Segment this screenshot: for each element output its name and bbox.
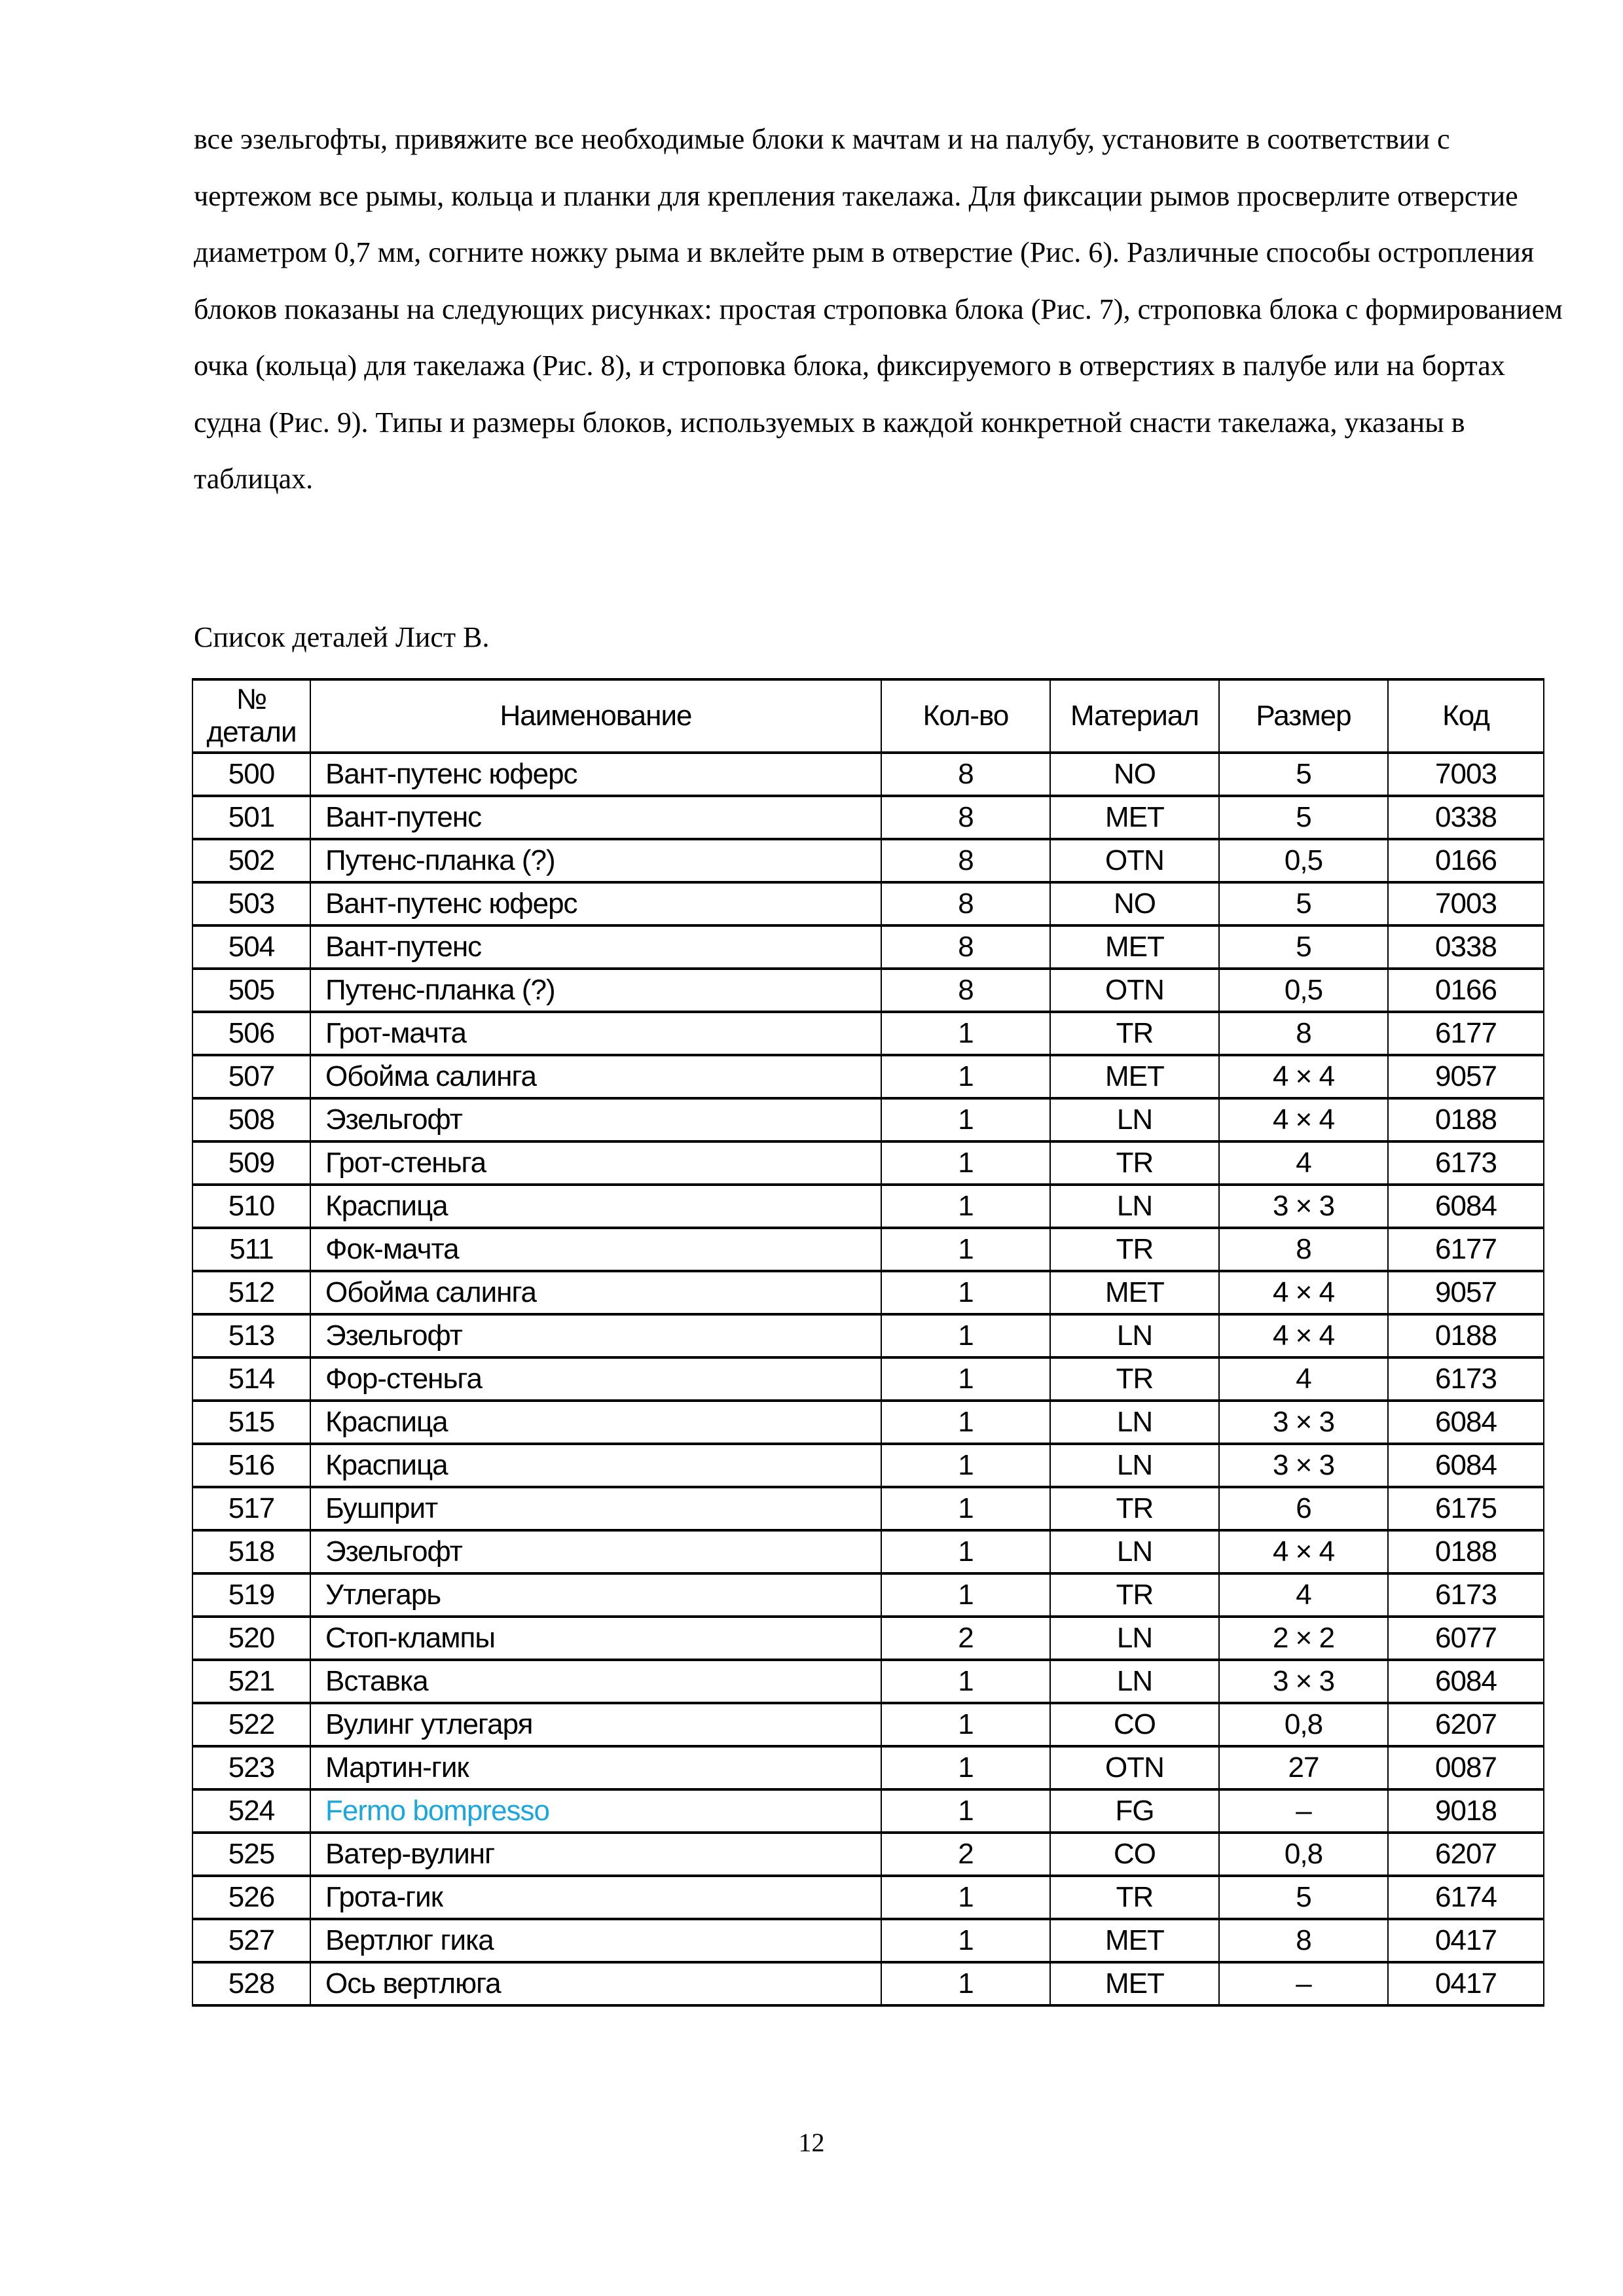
cell-size: 4 × 4 [1219,1530,1388,1573]
cell-material: OTN [1050,839,1219,882]
cell-part-number: 508 [192,1098,310,1141]
cell-name: Обойма салинга [310,1055,881,1098]
cell-name: Вставка [310,1660,881,1703]
table-row [192,1660,1544,1703]
cell-material: TR [1050,1141,1219,1185]
table-row [192,882,1544,925]
cell-size: 4 × 4 [1219,1271,1388,1314]
cell-name: Эзельгофт [310,1314,881,1357]
cell-code: 6174 [1388,1876,1544,1919]
cell-material: CO [1050,1703,1219,1746]
cell-code: 6207 [1388,1703,1544,1746]
cell-material: MET [1050,1919,1219,1962]
cell-part-number: 507 [192,1055,310,1098]
cell-quantity: 1 [881,1487,1050,1530]
cell-size: 0,8 [1219,1703,1388,1746]
cell-size: 5 [1219,882,1388,925]
cell-name: Краспица [310,1444,881,1487]
cell-name: Грот-мачта [310,1012,881,1055]
cell-part-number: 523 [192,1746,310,1789]
cell-code: 6173 [1388,1357,1544,1401]
cell-quantity: 1 [881,1012,1050,1055]
cell-part-number: 505 [192,969,310,1012]
cell-material: MET [1050,796,1219,839]
cell-part-number: 509 [192,1141,310,1185]
cell-code: 0338 [1388,796,1544,839]
cell-name: Вант-путенс [310,925,881,969]
cell-quantity: 1 [881,1746,1050,1789]
table-row [192,1314,1544,1357]
cell-name: Вант-путенс юферс [310,753,881,796]
header-size: Размер [1219,679,1388,753]
cell-part-number: 501 [192,796,310,839]
cell-size: 8 [1219,1228,1388,1271]
cell-part-number: 502 [192,839,310,882]
table-row [192,1055,1544,1098]
cell-code: 6173 [1388,1573,1544,1617]
cell-part-number: 519 [192,1573,310,1617]
cell-name: Ватер-вулинг [310,1833,881,1876]
cell-material: LN [1050,1401,1219,1444]
cell-part-number: 512 [192,1271,310,1314]
cell-quantity: 1 [881,1962,1050,2005]
cell-size: 4 × 4 [1219,1098,1388,1141]
header-material: Материал [1050,679,1219,753]
cell-material: TR [1050,1573,1219,1617]
cell-code: 6207 [1388,1833,1544,1876]
table-row [192,839,1544,882]
table-row [192,1617,1544,1660]
cell-size: 8 [1219,1012,1388,1055]
cell-quantity: 1 [881,1919,1050,1962]
cell-material: NO [1050,882,1219,925]
cell-material: MET [1050,1962,1219,2005]
header-part-number-line2: детали [206,716,297,748]
cell-size: 27 [1219,1746,1388,1789]
cell-part-number: 518 [192,1530,310,1573]
cell-name: Эзельгофт [310,1530,881,1573]
header-part-number [192,679,310,753]
cell-quantity: 1 [881,1401,1050,1444]
table-row [192,969,1544,1012]
cell-name: Краспица [310,1401,881,1444]
cell-name: Эзельгофт [310,1098,881,1141]
cell-part-number: 528 [192,1962,310,2005]
cell-material: MET [1050,1271,1219,1314]
cell-code: 0417 [1388,1919,1544,1962]
cell-name: Вант-путенс [310,796,881,839]
cell-quantity: 2 [881,1833,1050,1876]
cell-size: 5 [1219,753,1388,796]
cell-material: LN [1050,1098,1219,1141]
cell-quantity: 8 [881,969,1050,1012]
cell-material: LN [1050,1660,1219,1703]
cell-quantity: 8 [881,882,1050,925]
table-body [192,753,1544,2005]
cell-part-number: 516 [192,1444,310,1487]
cell-material: LN [1050,1444,1219,1487]
cell-material: TR [1050,1357,1219,1401]
cell-quantity: 1 [881,1228,1050,1271]
table-row [192,1357,1544,1401]
table-row [192,1573,1544,1617]
cell-part-number: 511 [192,1228,310,1271]
cell-material: LN [1050,1530,1219,1573]
page-number: 12 [798,2128,825,2157]
cell-code: 0087 [1388,1746,1544,1789]
cell-code: 6175 [1388,1487,1544,1530]
cell-size: 4 [1219,1141,1388,1185]
table-row [192,753,1544,796]
cell-quantity: 8 [881,839,1050,882]
cell-size: 8 [1219,1919,1388,1962]
cell-part-number: 510 [192,1185,310,1228]
cell-part-number: 504 [192,925,310,969]
cell-name: Краспица [310,1185,881,1228]
table-row [192,1876,1544,1919]
cell-code: 6177 [1388,1012,1544,1055]
cell-quantity: 1 [881,1703,1050,1746]
cell-quantity: 1 [881,1530,1050,1573]
cell-material: LN [1050,1314,1219,1357]
cell-code: 0188 [1388,1314,1544,1357]
cell-material: TR [1050,1012,1219,1055]
table-row [192,1746,1544,1789]
table-row [192,1789,1544,1833]
cell-part-number: 526 [192,1876,310,1919]
cell-code: 6177 [1388,1228,1544,1271]
cell-quantity: 1 [881,1789,1050,1833]
cell-size: – [1219,1962,1388,2005]
cell-quantity: 8 [881,925,1050,969]
cell-size: 2 × 2 [1219,1617,1388,1660]
table-row [192,1487,1544,1530]
cell-material: MET [1050,1055,1219,1098]
cell-quantity: 1 [881,1271,1050,1314]
cell-part-number: 515 [192,1401,310,1444]
cell-material: TR [1050,1487,1219,1530]
cell-part-number: 513 [192,1314,310,1357]
header-quantity: Кол-во [881,679,1050,753]
cell-code: 9057 [1388,1271,1544,1314]
cell-name: Вулинг утлегаря [310,1703,881,1746]
cell-size: 6 [1219,1487,1388,1530]
cell-code: 6173 [1388,1141,1544,1185]
table-row [192,1012,1544,1055]
cell-name: Вант-путенс юферс [310,882,881,925]
cell-code: 6084 [1388,1401,1544,1444]
table-row [192,1141,1544,1185]
cell-size: 0,5 [1219,969,1388,1012]
cell-quantity: 1 [881,1141,1050,1185]
table-row [192,1962,1544,2005]
cell-quantity: 1 [881,1444,1050,1487]
table-caption: Список деталей Лист B. [194,621,490,653]
cell-size: – [1219,1789,1388,1833]
cell-name: Стоп-клампы [310,1617,881,1660]
cell-material: OTN [1050,969,1219,1012]
cell-quantity: 1 [881,1098,1050,1141]
cell-part-number: 527 [192,1919,310,1962]
cell-part-number: 525 [192,1833,310,1876]
cell-part-number: 524 [192,1789,310,1833]
cell-size: 4 [1219,1357,1388,1401]
table-row [192,796,1544,839]
cell-size: 5 [1219,925,1388,969]
cell-code: 7003 [1388,882,1544,925]
table-row [192,925,1544,969]
cell-material: TR [1050,1228,1219,1271]
header-part-number-line1: № [236,683,267,715]
cell-size: 3 × 3 [1219,1185,1388,1228]
cell-name: Обойма салинга [310,1271,881,1314]
cell-size: 3 × 3 [1219,1401,1388,1444]
cell-part-number: 520 [192,1617,310,1660]
table-row [192,1401,1544,1444]
cell-material: MET [1050,925,1219,969]
cell-material: TR [1050,1876,1219,1919]
cell-code: 6084 [1388,1185,1544,1228]
cell-part-number: 517 [192,1487,310,1530]
header-code: Код [1388,679,1544,753]
cell-name: Грот-стеньга [310,1141,881,1185]
body-paragraph: все эзельгофты, привяжите все необходимые блоки к мачтам и на палубу, установите в соответствии с чертежом все рымы, кольца и планки для крепления такелажа. Для фиксации рымов просверлите отверстие диаметром 0,7 мм, согните ножку рыма и вклейте рым в отверстие (Рис. 6). Различные способы остропления блоков показаны на следующих рисунках: простая строповка блока (Рис. 7), строповка блока с формированием очка (кольца) для такелажа (Рис. 8), и строповка блока, фиксируемого в отверстиях в палубе или на бортах судна (Рис. 9). Типы и размеры блоков, используемых в каждой конкретной снасти такелажа, указаны в таблицах. [194,123,1563,495]
cell-name: Фок-мачта [310,1228,881,1271]
cell-material: LN [1050,1617,1219,1660]
table-row [192,1703,1544,1746]
cell-quantity: 1 [881,1876,1050,1919]
cell-name: Бушприт [310,1487,881,1530]
cell-code: 0188 [1388,1098,1544,1141]
cell-code: 0188 [1388,1530,1544,1573]
cell-code: 9057 [1388,1055,1544,1098]
table-row [192,1530,1544,1573]
parts-table [192,678,1544,2007]
cell-quantity: 1 [881,1185,1050,1228]
cell-name: Путенс-планка (?) [310,969,881,1012]
cell-code: 6084 [1388,1444,1544,1487]
cell-quantity: 1 [881,1357,1050,1401]
table-header-row [192,679,1544,753]
table-row [192,1098,1544,1141]
cell-material: FG [1050,1789,1219,1833]
cell-name: Ось вертлюга [310,1962,881,2005]
cell-quantity: 8 [881,796,1050,839]
cell-name: Fermo bompresso [310,1789,881,1833]
cell-quantity: 2 [881,1617,1050,1660]
cell-size: 3 × 3 [1219,1660,1388,1703]
cell-part-number: 503 [192,882,310,925]
cell-material: OTN [1050,1746,1219,1789]
cell-material: LN [1050,1185,1219,1228]
cell-part-number: 500 [192,753,310,796]
cell-part-number: 522 [192,1703,310,1746]
cell-quantity: 1 [881,1660,1050,1703]
cell-code: 0166 [1388,839,1544,882]
cell-name: Путенс-планка (?) [310,839,881,882]
cell-code: 7003 [1388,753,1544,796]
cell-material: CO [1050,1833,1219,1876]
cell-part-number: 514 [192,1357,310,1401]
cell-size: 0,8 [1219,1833,1388,1876]
cell-size: 0,5 [1219,839,1388,882]
cell-name: Вертлюг гика [310,1919,881,1962]
cell-size: 4 × 4 [1219,1314,1388,1357]
cell-size: 4 × 4 [1219,1055,1388,1098]
cell-code: 0338 [1388,925,1544,969]
table-row [192,1185,1544,1228]
cell-part-number: 506 [192,1012,310,1055]
table-row [192,1833,1544,1876]
table-row [192,1271,1544,1314]
cell-name: Утлегарь [310,1573,881,1617]
cell-part-number: 521 [192,1660,310,1703]
cell-size: 4 [1219,1573,1388,1617]
table-row [192,1919,1544,1962]
table-row [192,1444,1544,1487]
cell-code: 0166 [1388,969,1544,1012]
cell-quantity: 1 [881,1055,1050,1098]
cell-name: Грота-гик [310,1876,881,1919]
cell-name: Фор-стеньга [310,1357,881,1401]
cell-code: 0417 [1388,1962,1544,2005]
cell-size: 3 × 3 [1219,1444,1388,1487]
table-row [192,1228,1544,1271]
cell-size: 5 [1219,1876,1388,1919]
cell-code: 6077 [1388,1617,1544,1660]
cell-name: Мартин-гик [310,1746,881,1789]
cell-code: 6084 [1388,1660,1544,1703]
header-name: Наименование [310,679,881,753]
cell-material: NO [1050,753,1219,796]
cell-code: 9018 [1388,1789,1544,1833]
cell-quantity: 1 [881,1573,1050,1617]
cell-size: 5 [1219,796,1388,839]
cell-quantity: 1 [881,1314,1050,1357]
cell-quantity: 8 [881,753,1050,796]
